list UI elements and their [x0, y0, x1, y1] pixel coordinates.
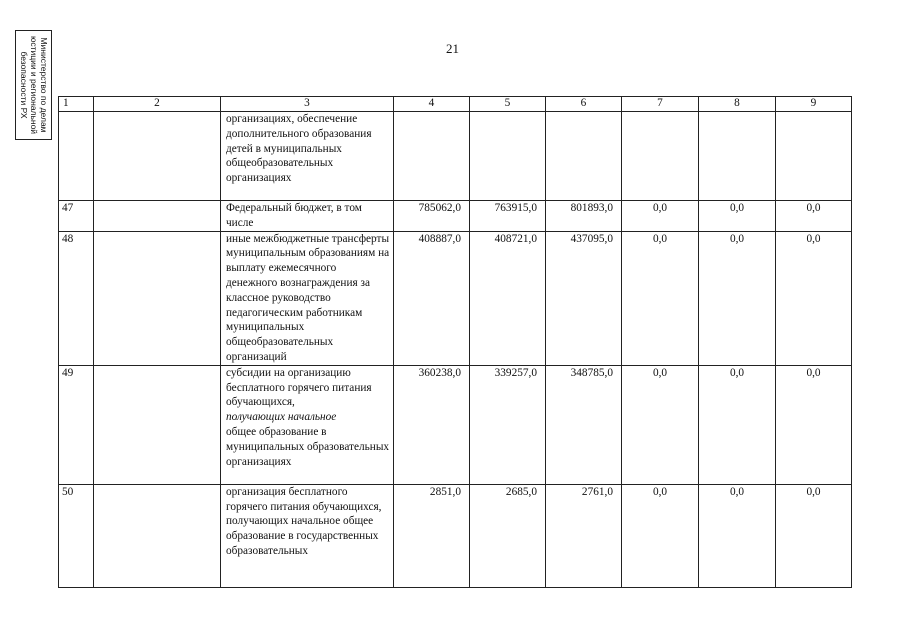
description-part: общее образование в муниципальных образовательных организациях — [226, 425, 390, 468]
value-col4: 408887,0 — [394, 231, 470, 365]
row-description — [221, 365, 394, 484]
row-number — [59, 112, 94, 201]
table-row — [59, 231, 852, 365]
value-col9: 0,0 — [776, 484, 852, 587]
column-header: 8 — [699, 97, 776, 112]
column-header: 6 — [546, 97, 622, 112]
column-header: 9 — [776, 97, 852, 112]
value-col5: 763915,0 — [470, 201, 546, 232]
row-number: 48 — [59, 231, 94, 365]
stamp-line: безопасности РХ — [18, 51, 29, 119]
table-row — [59, 112, 852, 201]
value-col7: 0,0 — [622, 201, 699, 232]
table-row — [59, 484, 852, 587]
column-header: 3 — [221, 97, 394, 112]
column-header: 1 — [59, 97, 94, 112]
value-col8 — [699, 112, 776, 201]
row-col2 — [94, 231, 221, 365]
value-col6: 437095,0 — [546, 231, 622, 365]
column-header: 4 — [394, 97, 470, 112]
page-number: 21 — [446, 41, 459, 56]
budget-table — [58, 96, 852, 588]
value-col5: 408721,0 — [470, 231, 546, 365]
value-col8: 0,0 — [699, 365, 776, 484]
column-header: 2 — [94, 97, 221, 112]
description-part-italic: получающих начальное — [226, 411, 337, 424]
value-col4: 2851,0 — [394, 484, 470, 587]
stamp-line: Министерство по делам — [38, 37, 49, 133]
row-number: 49 — [59, 365, 94, 484]
value-col6: 801893,0 — [546, 201, 622, 232]
value-col9: 0,0 — [776, 201, 852, 232]
value-col5: 339257,0 — [470, 365, 546, 484]
stamp-line: юстиции и региональной — [28, 35, 39, 135]
row-col2 — [94, 112, 221, 201]
value-col7: 0,0 — [622, 484, 699, 587]
value-col4 — [394, 112, 470, 201]
row-col2 — [94, 365, 221, 484]
value-col9: 0,0 — [776, 231, 852, 365]
value-col9: 0,0 — [776, 365, 852, 484]
value-col9 — [776, 112, 852, 201]
value-col6: 2761,0 — [546, 484, 622, 587]
value-col7 — [622, 112, 699, 201]
row-col2 — [94, 484, 221, 587]
column-header: 5 — [470, 97, 546, 112]
table-row — [59, 365, 852, 484]
value-col4: 360238,0 — [394, 365, 470, 484]
row-number: 50 — [59, 484, 94, 587]
value-col6 — [546, 112, 622, 201]
row-description: организациях, обеспечение дополнительного образования детей в муниципальных общеобразовательных организациях — [221, 112, 394, 201]
value-col5: 2685,0 — [470, 484, 546, 587]
value-col4: 785062,0 — [394, 201, 470, 232]
row-description: Федеральный бюджет, в том числе — [221, 201, 394, 232]
value-col8: 0,0 — [699, 484, 776, 587]
value-col6: 348785,0 — [546, 365, 622, 484]
value-col7: 0,0 — [622, 365, 699, 484]
row-description: иные межбюджетные трансферты муниципальным образованиям на выплату ежемесячного денежного вознаграждения за классное руководство педагогическим работникам муниципальных общеобразовательных организаций — [221, 231, 394, 365]
row-number: 47 — [59, 201, 94, 232]
value-col5 — [470, 112, 546, 201]
description-part: субсидии на организацию бесплатного горячего питания обучающихся, — [226, 366, 372, 409]
table-row — [59, 201, 852, 232]
value-col7: 0,0 — [622, 231, 699, 365]
table-header-row — [59, 97, 852, 112]
column-header: 7 — [622, 97, 699, 112]
row-col2 — [94, 201, 221, 232]
value-col8: 0,0 — [699, 231, 776, 365]
value-col8: 0,0 — [699, 201, 776, 232]
row-description: организация бесплатного горячего питания обучающихся, получающих начальное общее образование в государственных образовательных — [221, 484, 394, 587]
